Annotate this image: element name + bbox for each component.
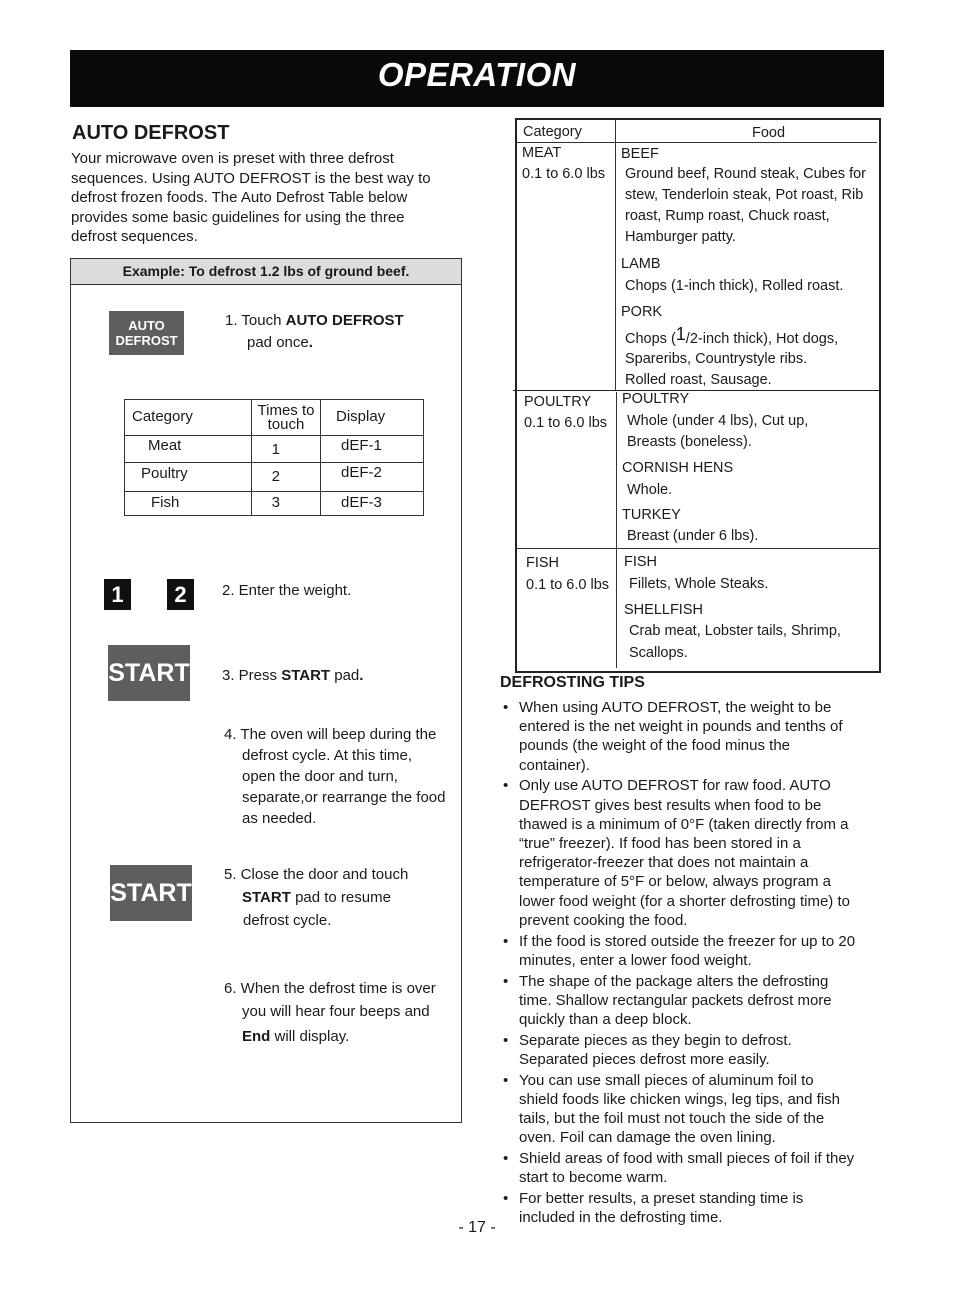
tip-item <box>502 932 882 970</box>
tip-line: Separated pieces defrost more easily. <box>519 1051 770 1069</box>
tip-line: pounds (the weight of the food minus the <box>519 737 791 755</box>
intro-paragraph <box>71 149 461 247</box>
step-3-text2: pad <box>330 667 360 684</box>
step-4-line: 4. The oven will beep during the <box>224 726 437 743</box>
tip-line: • Separate pieces as they begin to defrost. <box>519 1031 792 1049</box>
tip-item <box>502 698 882 775</box>
step-4-line: separate,or rearrange the food <box>242 789 446 806</box>
step-4 <box>224 724 459 829</box>
section-title: AUTO DEFROST <box>72 122 230 144</box>
intro-line: defrost sequences. <box>71 228 198 245</box>
table-header-times <box>252 404 320 432</box>
category-range: 0.1 to 6.0 lbs <box>526 577 610 593</box>
food-desc-line: roast, Rump roast, Chuck roast, <box>625 208 830 224</box>
page-number: - 17 - <box>458 1219 496 1236</box>
food-desc-line: Hamburger patty. <box>625 229 736 245</box>
tip-line: refrigerator-freezer that does not maintain a <box>519 854 809 872</box>
tip-line: quickly than a deep block. <box>519 1011 692 1029</box>
food-desc-line: Whole. <box>627 482 673 498</box>
table-cell-category: Poultry <box>141 465 188 482</box>
category-poultry: POULTRY <box>524 394 592 410</box>
step-4-line: defrost cycle. At this time, <box>242 747 413 764</box>
step-1-period: . <box>308 334 313 351</box>
food-desc-line: Fillets, Whole Steaks. <box>629 576 769 592</box>
tip-line: minutes, enter a lower food weight. <box>519 951 752 969</box>
food-desc-line: stew, Tenderloin steak, Pot roast, Rib <box>625 187 864 203</box>
food-desc-line: Breast (under 6 lbs). <box>627 528 759 544</box>
pork-chops-fraction: 1 <box>675 324 686 344</box>
food-desc-line: Crab meat, Lobster tails, Shrimp, <box>629 623 841 639</box>
table-header-category: Category <box>132 408 193 425</box>
table-cell-times: 3 <box>271 494 280 511</box>
intro-line: Your microwave oven is preset with three defrost <box>71 150 394 167</box>
intro-line: provides some basic guidelines for using the three <box>71 208 405 226</box>
food-desc-lamb: Chops (1-inch thick), Rolled roast. <box>625 278 844 294</box>
step-3 <box>222 665 363 687</box>
step-5-line3: defrost cycle. <box>243 912 332 929</box>
step-1-text2: pad once <box>247 334 309 351</box>
step-5 <box>224 863 459 932</box>
tip-line: • When using AUTO DEFROST, the weight to be <box>519 699 832 716</box>
defrost-sequence-table <box>124 399 424 516</box>
tip-line: start to become warm. <box>519 1169 668 1187</box>
header-bar <box>70 50 884 107</box>
tips-list <box>502 698 882 1229</box>
food-desc-line: Spareribs, Countrystyle ribs. <box>625 351 808 367</box>
number-pad-1: 1 <box>104 579 131 610</box>
category-fish: FISH <box>526 555 560 571</box>
table-cell-display: dEF-2 <box>341 464 382 481</box>
pork-chops-text: Chops ( <box>625 331 676 347</box>
food-table-header-food: Food <box>752 125 786 141</box>
step-3-bold: START <box>281 667 331 684</box>
step-3-text: 3. Press <box>222 667 282 684</box>
tip-line: time. Shallow rectangular packets defrost more <box>519 991 832 1009</box>
step-5-text: pad to resume <box>295 889 391 906</box>
tip-item <box>502 972 882 1030</box>
step-1 <box>225 310 455 354</box>
food-name-turkey: TURKEY <box>622 507 681 523</box>
tip-line: container). <box>519 756 590 774</box>
food-name-poultry: POULTRY <box>622 391 690 407</box>
step-6-text: will display. <box>270 1028 350 1045</box>
step-3-period: . <box>359 667 364 684</box>
food-desc-line: Rolled roast, Sausage. <box>625 372 772 388</box>
step-5-bold: START <box>242 889 291 906</box>
table-cell-times: 2 <box>271 468 280 485</box>
tip-line: shield foods like chicken wings, leg tips, and fish <box>519 1091 841 1109</box>
step-6-line2: you will hear four beeps and <box>242 1003 430 1020</box>
table-cell-display: dEF-1 <box>341 437 382 454</box>
step-2: 2. Enter the weight. <box>222 582 352 599</box>
food-desc-line: Scallops. <box>629 645 688 661</box>
tip-line: “true” freezer). If food has been stored in a <box>519 835 801 853</box>
tip-line: • Only use AUTO DEFROST for raw food. AUTO <box>519 777 831 795</box>
auto-defrost-pad-line2: DEFROST <box>115 333 178 348</box>
tip-item <box>502 1149 882 1187</box>
intro-line: defrost frozen foods. The Auto Defrost Table below <box>71 189 408 206</box>
tips-title: DEFROSTING TIPS <box>500 674 645 691</box>
start-pad: START <box>110 865 192 921</box>
pork-chops-text2: /2-inch thick), Hot dogs, <box>685 331 839 347</box>
table-cell-times: 1 <box>271 441 280 458</box>
tip-line: • Shield areas of food with small pieces of foil if they <box>519 1150 855 1168</box>
step-6 <box>224 977 459 1048</box>
category-meat: MEAT <box>522 145 562 161</box>
step-4-line: as needed. <box>242 810 317 827</box>
tip-line: entered is the net weight in pounds and tenths of <box>519 718 843 736</box>
tip-line: • You can use small pieces of aluminum foil to <box>519 1071 814 1089</box>
table-header-times-line1: Times to <box>257 402 315 419</box>
table-header-display: Display <box>336 408 386 425</box>
step-6-line1: 6. When the defrost time is over <box>224 980 436 997</box>
food-desc-line: Whole (under 4 lbs), Cut up, <box>627 413 809 429</box>
food-name-lamb: LAMB <box>621 256 661 272</box>
food-name-fish: FISH <box>624 554 658 570</box>
number-pad-2: 2 <box>167 579 194 610</box>
food-name-pork: PORK <box>621 304 663 320</box>
step-4-line: open the door and turn, <box>242 768 398 785</box>
table-cell-display: dEF-3 <box>341 494 382 511</box>
auto-defrost-pad <box>109 311 184 355</box>
tip-item <box>502 1031 882 1069</box>
tip-line: lower food weight (for a shorter defrosting time) to <box>519 892 850 910</box>
step-5-line1: 5. Close the door and touch <box>224 866 409 883</box>
tip-line: • If the food is stored outside the freezer for up to 20 <box>519 932 856 950</box>
tip-line: prevent cooking the food. <box>519 911 688 929</box>
tip-line: DEFROST gives best results when food to be <box>519 796 822 814</box>
food-name-shellfish: SHELLFISH <box>624 602 703 618</box>
tip-line: included in the defrosting time. <box>519 1209 723 1227</box>
step-6-bold: End <box>242 1028 271 1045</box>
intro-line: sequences. Using AUTO DEFROST is the best way to <box>71 169 431 187</box>
step-1-bold: AUTO DEFROST <box>285 312 404 329</box>
food-desc-line: Breasts (boneless). <box>627 434 752 450</box>
page-title: OPERATION <box>377 56 577 93</box>
tip-line: thawed is a minimum of 0°F (taken directly from a <box>519 815 849 833</box>
step-1-text: 1. Touch <box>225 312 286 329</box>
category-range: 0.1 to 6.0 lbs <box>522 166 606 182</box>
category-range: 0.1 to 6.0 lbs <box>524 415 608 431</box>
tip-line: • The shape of the package alters the defrosting <box>519 972 829 990</box>
food-desc-line: Ground beef, Round steak, Cubes for <box>625 166 867 182</box>
example-title: Example: To defrost 1.2 lbs of ground beef. <box>71 259 461 285</box>
tip-line: oven. Foil can damage the oven lining. <box>519 1129 776 1147</box>
table-cell-category: Meat <box>148 437 182 454</box>
tip-line: tails, but the foil must not touch the side of the <box>519 1110 825 1128</box>
table-cell-category: Fish <box>151 494 180 511</box>
food-name-beef: BEEF <box>621 146 659 162</box>
auto-defrost-pad-line1: AUTO <box>128 318 165 333</box>
tip-item <box>502 776 882 930</box>
tip-line: • For better results, a preset standing time is <box>519 1190 804 1208</box>
food-desc-beef <box>625 164 879 248</box>
food-table-header-category: Category <box>523 124 582 140</box>
tip-item <box>502 1071 882 1148</box>
table-header-times-line2: touch <box>267 416 305 433</box>
food-desc-pork <box>625 324 839 350</box>
food-name-cornish-hens: CORNISH HENS <box>622 460 734 476</box>
start-pad: START <box>108 645 190 701</box>
tip-line: temperature of 5°F or below, always program a <box>519 873 831 891</box>
